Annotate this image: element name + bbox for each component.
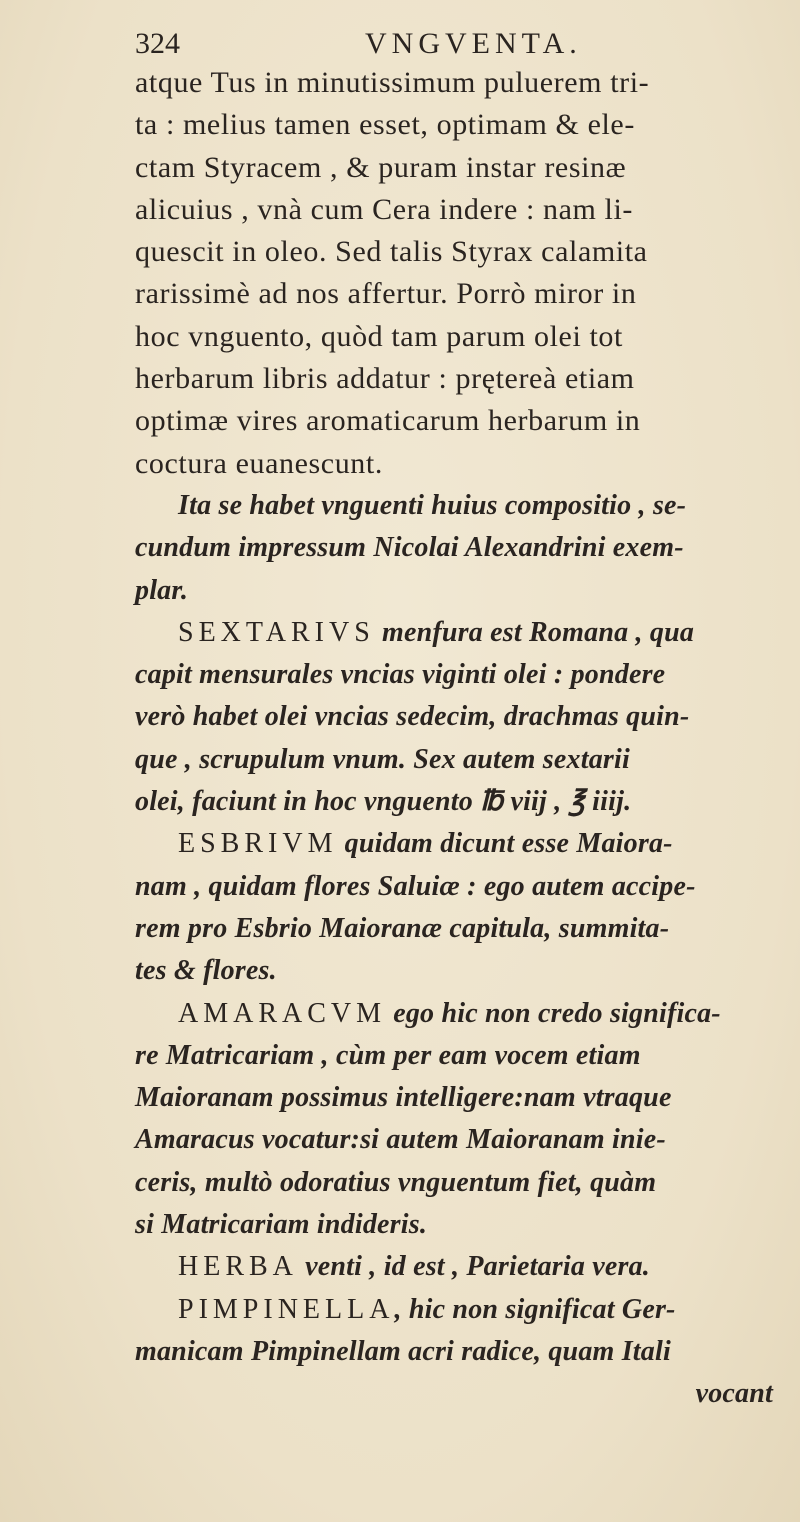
text-line: manicam Pimpinellam acri radice, quam Itali	[135, 1335, 671, 1367]
text-line: ceris, multò odoratius vnguentum fiet, quàm	[135, 1166, 657, 1198]
page-header	[135, 22, 775, 66]
entry-pimpinella	[135, 1289, 795, 1331]
text-line: ta : melius tamen esset, optimam & ele-	[135, 108, 635, 142]
text-line: hoc vnguento, quòd tam parum olei tot	[135, 319, 623, 353]
text-line: cundum impressum Nicolai Alexandrini exem-	[135, 532, 684, 564]
text-line: herbarum libris addatur : prętereà etiam	[135, 362, 635, 396]
entry-text: menfura est Romana , qua	[381, 616, 695, 648]
text-line: si Matricariam indideris.	[135, 1209, 428, 1241]
text-line: coctura euanescunt.	[135, 446, 383, 480]
text-line: atque Tus in minutissimum puluerem tri-	[135, 66, 650, 99]
headword: PIMPINELLA	[178, 1293, 395, 1325]
entry-text: ego hic non credo significa-	[393, 997, 721, 1029]
text-line: re Matricariam , cùm per eam vocem etiam	[135, 1039, 641, 1071]
text-line: rarissimè ad nos affertur. Porrò miror in	[135, 277, 637, 311]
entry-text: quidam dicunt esse Maiora-	[344, 828, 673, 860]
entry-text: , hic non significat Ger-	[394, 1293, 676, 1325]
text-line: olei, faciunt in hoc vnguento ℔ viij , ℥ iiij.	[135, 786, 632, 818]
text-line: optimæ vires aromaticarum herbarum in	[135, 404, 641, 438]
text-line: Ita se habet vnguenti huius compositio , se-	[178, 489, 687, 521]
catchword: vocant	[695, 1378, 773, 1410]
entry-herba	[135, 1246, 795, 1288]
text-line: Maioranam possimus intelligere:nam vtraque	[135, 1082, 672, 1114]
body-text	[135, 62, 795, 1416]
text-line: alicuius , vnà cum Cera indere : nam li-	[135, 192, 634, 226]
headword: AMARACVM	[178, 997, 387, 1029]
text-line: quescit in oleo. Sed talis Styrax calamita	[135, 235, 648, 269]
headword: SEXTARIVS	[178, 616, 375, 648]
headword: HERBA	[178, 1251, 298, 1283]
entry-amaracum	[135, 993, 795, 1035]
page-number: 324	[135, 27, 180, 60]
text-line: tes & flores.	[135, 955, 277, 987]
text-line: que , scrupulum vnum. Sex autem sextarii	[135, 743, 630, 775]
running-title: VNGVENTA.	[365, 27, 582, 60]
text-line: Amaracus vocatur:si autem Maioranam inie-	[135, 1124, 666, 1156]
entry-text: venti , id est , Parietaria vera.	[305, 1251, 650, 1283]
text-line: rem pro Esbrio Maioranæ capitula, summita-	[135, 912, 670, 944]
text-line: capit mensurales vncias viginti olei : pondere	[135, 659, 666, 691]
entry-sextarius	[135, 612, 795, 654]
headword: ESBRIVM	[178, 828, 338, 860]
entry-esbrium	[135, 823, 795, 865]
text-line: ctam Styracem , & puram instar resinæ	[135, 150, 627, 184]
text-line: nam , quidam flores Saluiæ : ego autem accipe-	[135, 870, 696, 902]
text-line: verò habet olei vncias sedecim, drachmas quin-	[135, 701, 690, 733]
text-line: plar.	[135, 574, 189, 606]
